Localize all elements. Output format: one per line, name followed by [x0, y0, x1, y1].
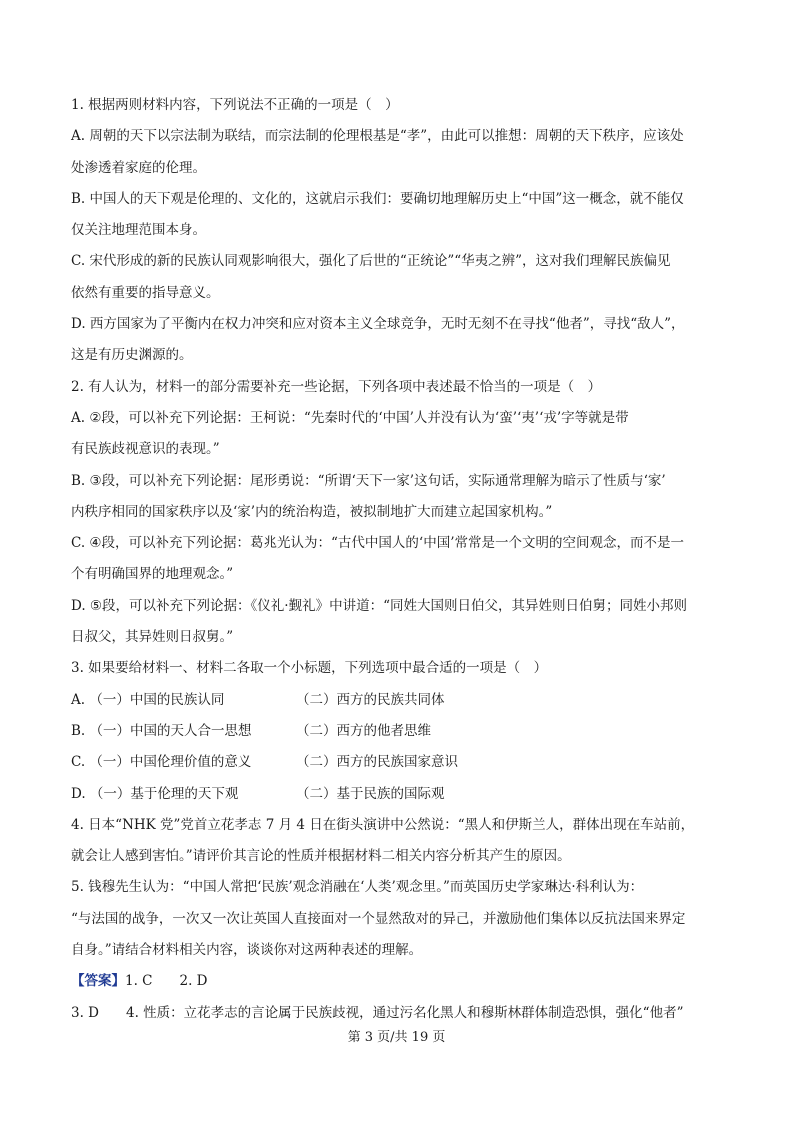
question-4-line-1: 4. 日本“NHK 党”党首立花孝志 7 月 4 日在街头演讲中公然说：“黑人和伊斯兰人，群体出现在车站前，: [71, 816, 695, 833]
question-2-option-c-cont: 个有明确国界的地理观念。”: [71, 566, 234, 583]
answer-line-1: [71, 966, 731, 997]
question-3-option-a: [71, 685, 731, 716]
question-5-line-2: “与法国的战争，一次又一次让英国人直接面对一个显然敌对的异己，并激励他们集体以反抗法国来界定: [71, 910, 686, 927]
question-3-option-b: [71, 716, 731, 747]
question-1-option-b-cont: 仅关注地理范围本身。: [71, 222, 206, 239]
question-3-stem: 3. 如果要给材料一、材料二各取一个小标题，下列选项中最合适的一项是（ ）: [71, 660, 548, 677]
option-right: （二）西方的民族共同体: [296, 691, 445, 708]
question-2-option-b: B. ③段，可以补充下列论据：尾形勇说：“所谓‘天下一家’这句话，实际通常理解为暗示了性质与‘家’: [71, 472, 666, 489]
question-2-option-a: A. ②段，可以补充下列论据：王柯说：“先秦时代的‘中国’人并没有认为‘蛮’‘夷’‘戎’字等就是带: [71, 409, 629, 426]
answer-values: 1. C 2. D: [125, 973, 208, 990]
option-left: A. （一）中国的民族认同: [71, 691, 225, 708]
question-1-option-c: C. 宋代形成的新的民族认同观影响很大，强化了后世的“正统论”“华夷之辨”，这对我们理解民族偏见: [71, 253, 671, 270]
question-1-stem: 1. 根据两则材料内容，下列说法不正确的一项是（ ）: [71, 97, 399, 113]
question-3-option-c: [71, 747, 731, 778]
option-left: D. （一）基于伦理的天下观: [71, 785, 239, 802]
question-1-option-c-cont: 依然有重要的指导意义。: [71, 284, 220, 301]
question-5-line-1: 5. 钱穆先生认为：“中国人常把‘民族’观念消融在‘人类’观念里。”而英国历史学家琳达·科利认为：: [71, 879, 644, 896]
question-2-option-d-cont: 日叔父，其异姓则日叔舅。”: [71, 629, 234, 646]
question-1-option-a: A. 周朝的天下以宗法制为联结，而宗法制的伦理根基是“孝”，由此可以推想：周朝的天下秩序，应该处: [71, 128, 684, 145]
question-2-stem: 2. 有人认为，材料一的部分需要补充一些论据，下列各项中表述最不恰当的一项是（ ）: [71, 378, 602, 395]
question-2-option-a-cont: 有民族歧视意识的表现。”: [71, 441, 220, 458]
answer-line-2: 3. D 4. 性质：立花孝志的言论属于民族歧视，通过污名化黑人和穆斯林群体制造恐惧，强化“他者”: [71, 1004, 684, 1021]
question-2-option-d: D. ⑤段，可以补充下列论据：《仪礼·觐礼》中讲道：“同姓大国则日伯父，其异姓则日伯舅；同姓小邦则: [71, 597, 687, 614]
answer-tag: 【答案】: [71, 973, 125, 990]
option-right: （二）西方的民族国家意识: [296, 754, 458, 771]
question-1-option-a-cont: 处渗透着家庭的伦理。: [71, 159, 206, 176]
option-left: B. （一）中国的天人合一思想: [71, 722, 252, 739]
question-2-option-b-cont: 内秩序相同的国家秩序以及‘家’内的统治构造，被拟制地扩大而建立起国家机构。”: [71, 503, 553, 520]
question-5-line-3: 自身。”请结合材料相关内容，谈谈你对这两种表述的理解。: [71, 942, 423, 959]
page-number-footer: 第 3 页/共 19 页: [347, 1030, 446, 1045]
document-body: [71, 90, 731, 1029]
question-2-option-c: C. ④段，可以补充下列论据：葛兆光认为：“古代中国人的‘中国’常常是一个文明的空间观念，而不是一: [71, 535, 685, 552]
question-1-option-b: B. 中国人的天下观是伦理的、文化的，这就启示我们：要确切地理解历史上“中国”这一概念，就不能仅: [71, 190, 684, 207]
question-1-option-d: D. 西方国家为了平衡内在权力冲突和应对资本主义全球竞争，无时无刻不在寻找“他者”，寻找“敌人”，: [71, 316, 685, 333]
option-right: （二）西方的他者思维: [296, 722, 431, 739]
question-1-option-d-cont: 这是有历史渊源的。: [71, 347, 193, 364]
question-4-line-2: 就会让人感到害怕。”请评价其言论的性质并根据材料二相关内容分析其产生的原因。: [71, 848, 571, 865]
option-left: C. （一）中国伦理价值的意义: [71, 754, 252, 771]
question-3-option-d: [71, 779, 731, 810]
option-right: （二）基于民族的国际观: [296, 785, 445, 802]
